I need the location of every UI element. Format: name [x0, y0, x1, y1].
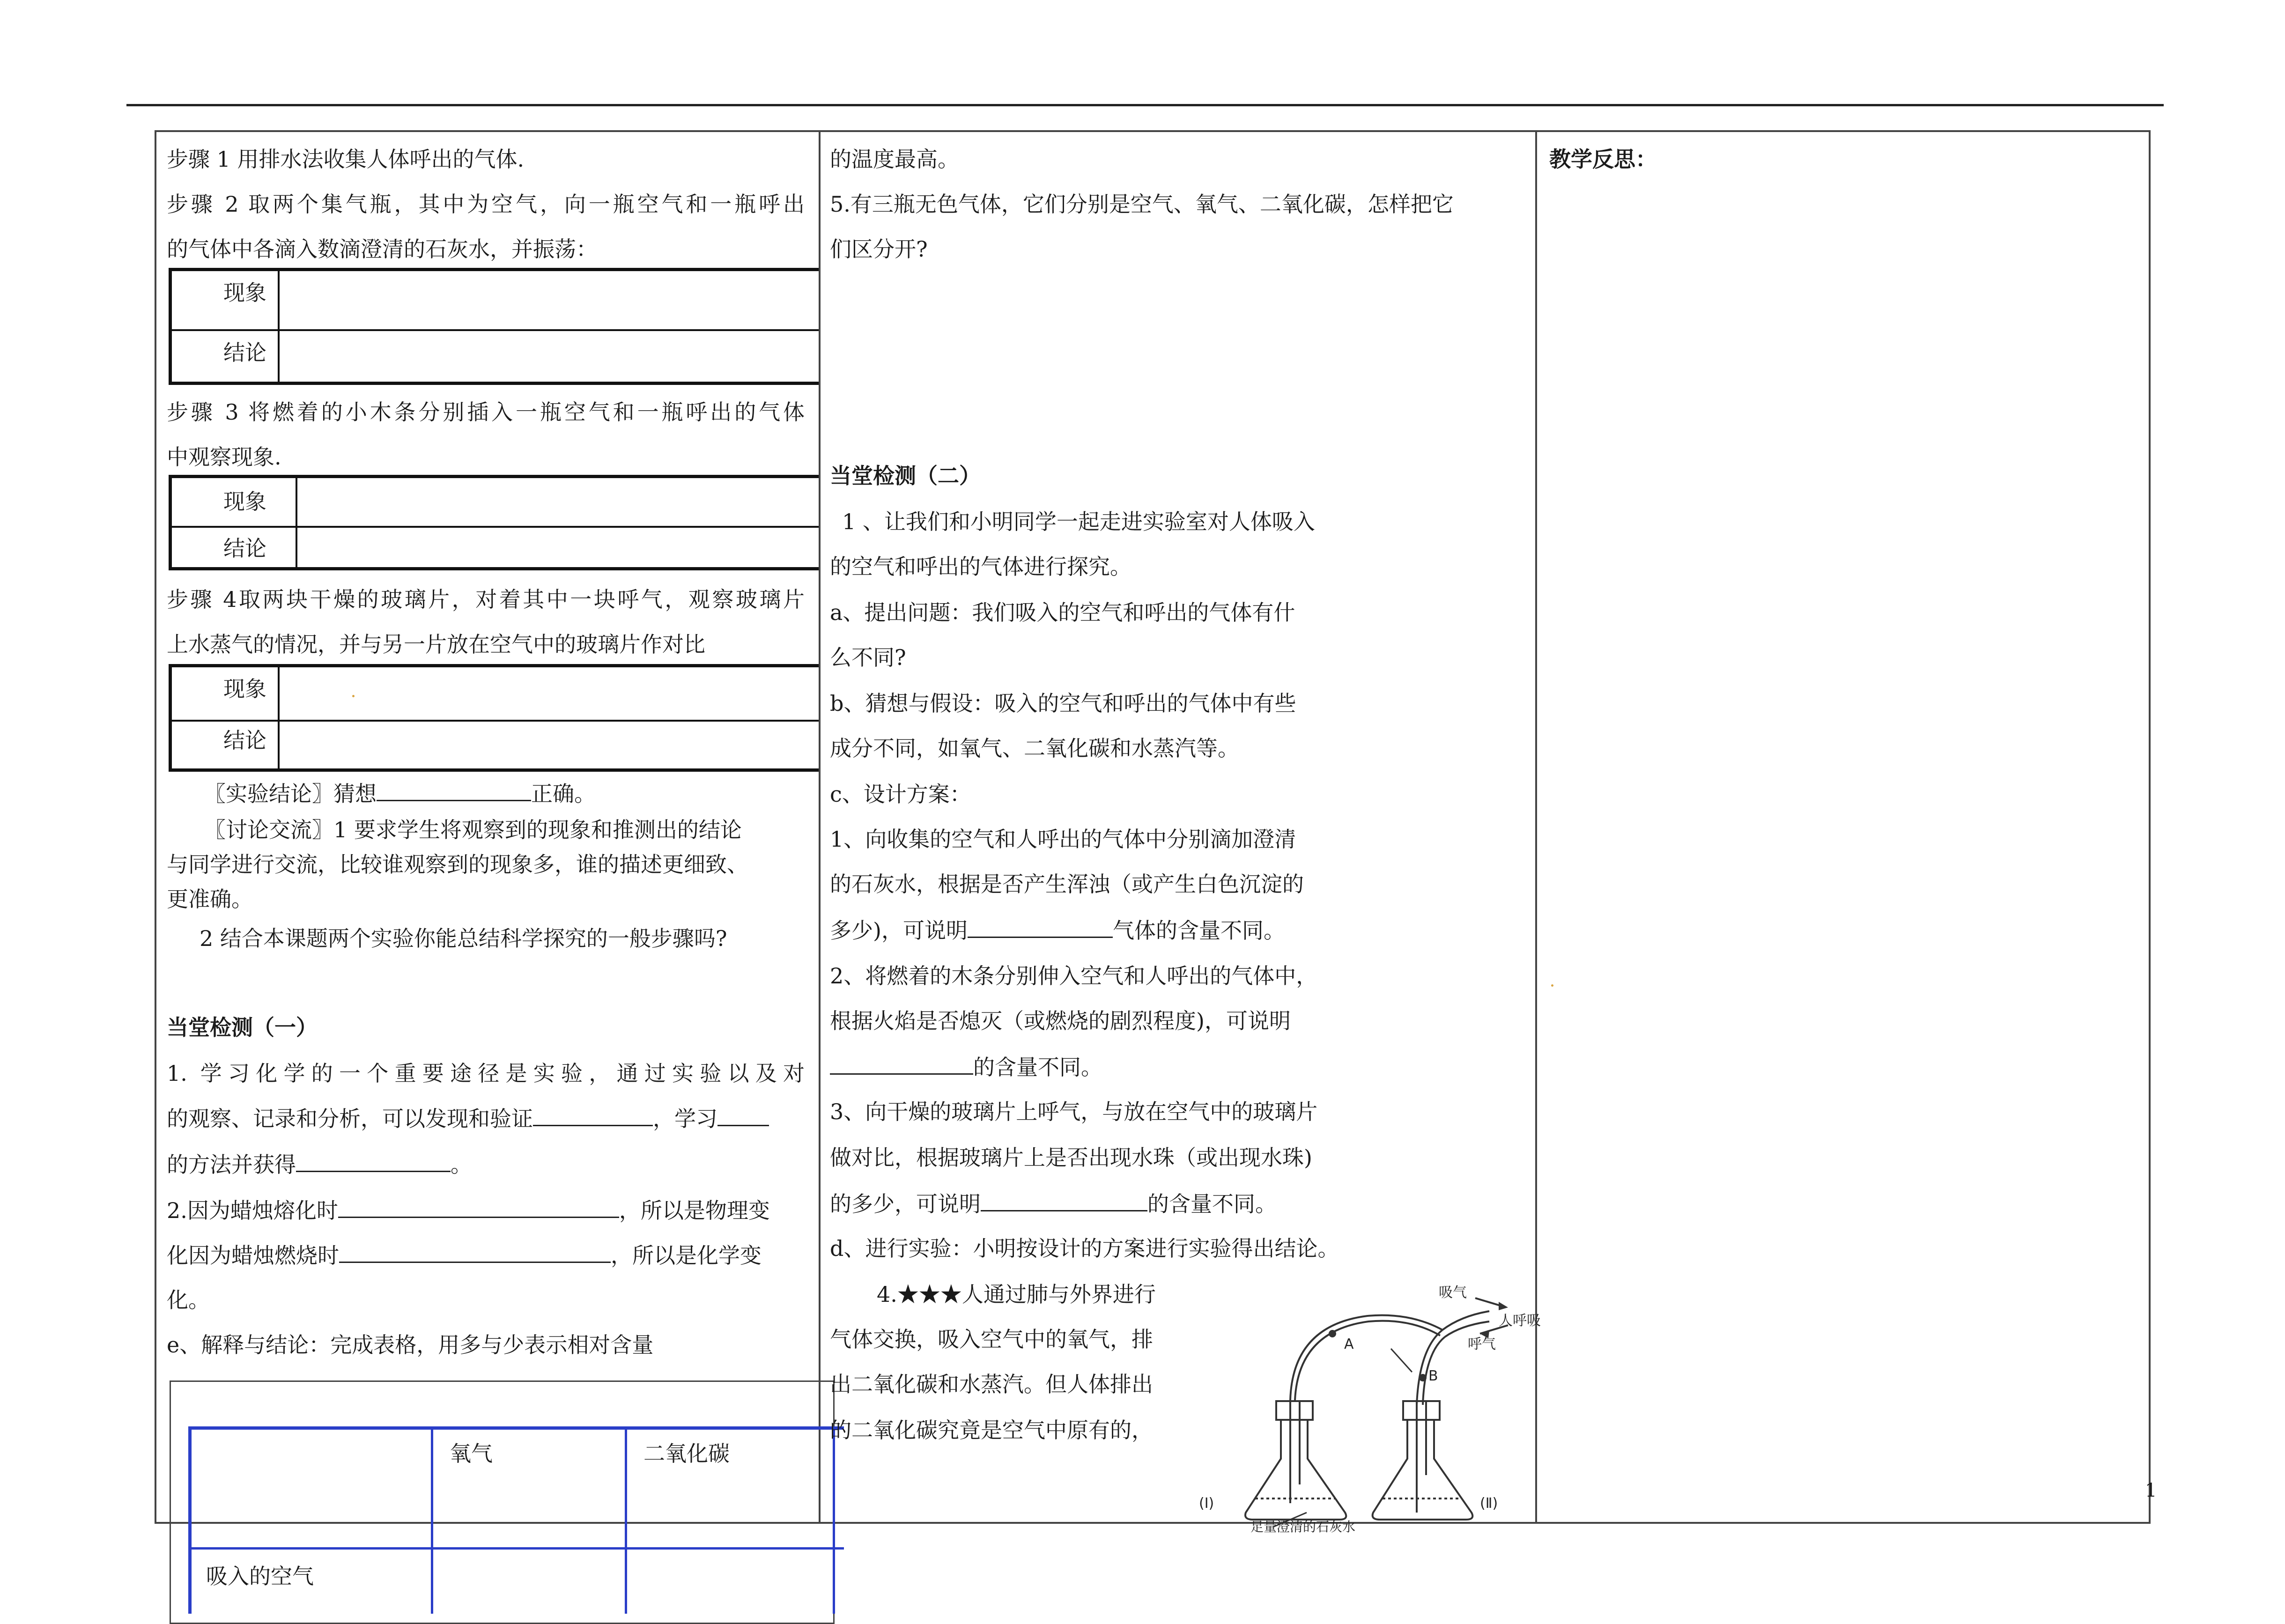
q2-line2: 化因为蜡烛燃烧时 ，所以是化学变 — [167, 1241, 762, 1270]
observation-box-2 — [169, 475, 819, 570]
top-rule — [126, 104, 2164, 106]
blank-line[interactable] — [338, 1196, 619, 1218]
c2-line3: 的含量不同。 — [830, 1053, 1102, 1081]
conclusion-label: 结论 — [223, 536, 266, 561]
c2-line2: 根据火焰是否熄灭（或燃烧的剧烈程度)，可说明 — [830, 1008, 1291, 1033]
observation-box-3 — [169, 664, 819, 772]
discuss-line2: 与同学进行交流，比较谁观察到的现象多，谁的描述更细致、 — [167, 852, 748, 877]
d-line: d、进行实验：小明按设计的方案进行实验得出结论。 — [830, 1236, 1339, 1261]
observation-box-1 — [169, 268, 819, 385]
check2-p2: 的空气和呼出的气体进行探究。 — [830, 554, 1131, 579]
phenomenon-label: 现象 — [223, 676, 266, 701]
discuss-line1: 〖讨论交流〗1 要求学生将观察到的现象和推测出的结论 — [204, 817, 742, 842]
c2-line1: 2、将燃着的木条分别伸入空气和人呼出的气体中， — [830, 963, 1318, 989]
a-line2: 么不同? — [830, 645, 906, 670]
q4-line4: 的二氧化碳究竟是空气中原有的， — [830, 1417, 1153, 1443]
label-b: B — [1428, 1368, 1438, 1384]
c-line: c、设计方案： — [830, 782, 971, 807]
tube-a — [1290, 1315, 1442, 1400]
phenomenon-label: 现象 — [223, 280, 266, 305]
blank-line[interactable] — [717, 1104, 769, 1126]
c3-line3: 的多少，可说明 的含量不同。 — [830, 1189, 1277, 1218]
phenomenon-label: 现象 — [223, 489, 266, 514]
q5-line2: 们区分开? — [830, 236, 928, 262]
discuss-line3: 更准确。 — [167, 886, 253, 912]
q5-line1: 5.有三瓶无色气体，它们分别是空气、氧气、二氧化碳，怎样把它 — [830, 192, 1454, 217]
q4-line2: 气体交换，吸入空气中的氧气，排 — [830, 1327, 1153, 1352]
page-number: 1 — [2145, 1480, 2157, 1501]
blank-line[interactable] — [533, 1104, 653, 1126]
blank-line[interactable] — [968, 916, 1113, 938]
label-exhale: 呼气 — [1468, 1336, 1496, 1352]
q1-line3: 的方法并获得 。 — [167, 1150, 472, 1179]
check2-title: 当堂检测（二） — [830, 463, 981, 488]
e-instruction: e、解释与结论：完成表格，用多与少表示相对含量 — [167, 1332, 654, 1358]
step4-line2: 上水蒸气的情况，并与另一片放在空气中的玻璃片作对比 — [167, 632, 705, 657]
table-header-co2: 二氧化碳 — [643, 1441, 730, 1466]
discuss-item2: 2 结合本课题两个实验你能总结科学探究的一般步骤吗? — [200, 926, 727, 951]
blank-line[interactable] — [339, 1241, 611, 1263]
ink-speck — [1551, 984, 1553, 987]
mid-line1: 的温度最高。 — [830, 147, 959, 172]
blank-line[interactable] — [830, 1053, 973, 1075]
label-inhale: 吸气 — [1439, 1284, 1467, 1301]
label-person: 人呼吸 — [1499, 1313, 1541, 1329]
b-line1: b、猜想与假设：吸入的空气和呼出的气体中有些 — [830, 691, 1296, 716]
q2-line1: 2.因为蜡烛熔化时 ，所以是物理变 — [167, 1196, 770, 1225]
breathing-apparatus-figure — [1199, 1278, 1555, 1535]
label-a: A — [1344, 1336, 1354, 1352]
flask-2 — [1373, 1419, 1473, 1520]
blank-line[interactable] — [981, 1189, 1147, 1211]
c3-line1: 3、向干燥的玻璃片上呼气，与放在空气中的玻璃片 — [830, 1099, 1318, 1124]
label-flask-ii: (Ⅱ) — [1480, 1495, 1498, 1512]
column-divider-1 — [819, 130, 821, 1524]
check1-title: 当堂检测（一） — [167, 1015, 318, 1040]
step1-text: 步骤 1 用排水法收集人体呼出的气体. — [167, 147, 525, 172]
b-line2: 成分不同，如氧气、二氧化碳和水蒸汽等。 — [830, 736, 1239, 761]
step4-line1: 步骤 4取两块干燥的玻璃片，对着其中一块呼气，观察玻璃片 — [167, 587, 805, 612]
step3-line1: 步骤 3 将燃着的小木条分别插入一瓶空气和一瓶呼出的气体 — [167, 399, 805, 425]
label-flask-i: (Ⅰ) — [1199, 1495, 1214, 1512]
step2-line2: 的气体中各滴入数滴澄清的石灰水，并振荡： — [167, 236, 598, 262]
a-line1: a、提出问题：我们吸入的空气和呼出的气体有什 — [830, 600, 1295, 625]
q1-line2: 的观察、记录和分析，可以发现和验证 ，学习 — [167, 1104, 769, 1133]
label-limewater: 足量澄清的石灰水 — [1250, 1519, 1356, 1535]
experiment-conclusion: 〖实验结论〗猜想 正确。 — [204, 779, 596, 808]
conclusion-label: 结论 — [223, 340, 266, 365]
tube-b — [1417, 1330, 1442, 1405]
check2-p1: 1 、让我们和小明同学一起走进实验室对人体吸入 — [842, 509, 1315, 534]
flask-1 — [1245, 1419, 1346, 1520]
ink-speck — [352, 695, 355, 697]
c1-line2: 的石灰水，根据是否产生浑浊（或产生白色沉淀的 — [830, 871, 1304, 897]
q4-line1: 4.★★★人通过肺与外界进行 — [877, 1282, 1156, 1307]
q1-line1: 1. 学习化学的一个重要途径是实验，通过实验以及对 — [167, 1061, 805, 1086]
c1-line3: 多少)，可说明 气体的含量不同。 — [830, 916, 1285, 945]
stopper-2 — [1403, 1401, 1440, 1420]
blank-line[interactable] — [377, 779, 531, 801]
teaching-reflection-title: 教学反思： — [1549, 147, 1657, 172]
blank-line[interactable] — [296, 1150, 451, 1172]
q2-line3: 化。 — [167, 1287, 210, 1313]
table-header-oxygen: 氧气 — [450, 1441, 493, 1466]
c1-line1: 1、向收集的空气和人呼出的气体中分别滴加澄清 — [830, 827, 1296, 852]
step2-line1: 步骤 2 取两个集气瓶，其中为空气，向一瓶空气和一瓶呼出 — [167, 192, 805, 217]
q4-line3: 出二氧化碳和水蒸汽。但人体排出 — [830, 1372, 1153, 1397]
stopper-1 — [1276, 1401, 1313, 1420]
table-row-inhaled-air: 吸入的空气 — [206, 1564, 314, 1589]
step3-line2: 中观察现象. — [167, 444, 281, 470]
c3-line2: 做对比，根据玻璃片上是否出现水珠（或出现水珠) — [830, 1145, 1312, 1170]
conclusion-label: 结论 — [223, 728, 266, 753]
